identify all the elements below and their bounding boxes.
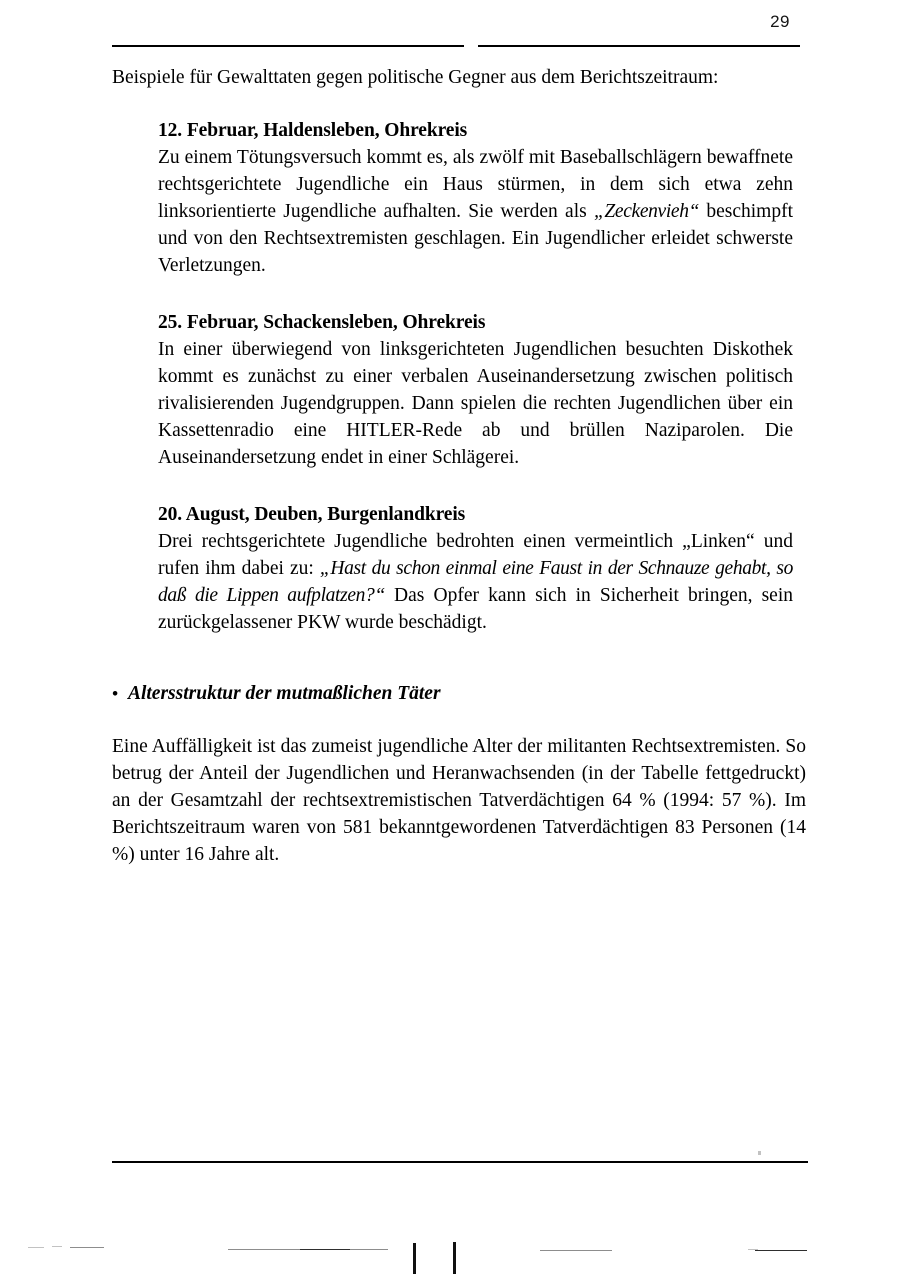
- scan-artifact: [755, 1250, 807, 1251]
- incident-quote: „Hast du schon einmal eine Faust in der Schnauze gehabt, so daß die Lippen aufplatzen?“: [158, 558, 793, 606]
- section-heading-label: Altersstruktur der mutmaßlichen Täter: [127, 683, 441, 704]
- incident-text-before-quote: Drei rechtsgerichtete Jugendliche bedrohten einen vermeintlich „Linken“ und rufen ihm dabei zu:: [158, 531, 793, 579]
- incident-entry: [158, 309, 793, 471]
- scan-artifact: [748, 1249, 758, 1250]
- incident-entry: [158, 117, 793, 279]
- incident-quote: „Zeckenvieh“: [593, 201, 700, 222]
- incident-list: [112, 117, 806, 636]
- incident-text-after-quote: beschimpft und von den Rechtsextremisten geschlagen. Ein Jugendlicher erleidet schwerste Verletzungen.: [158, 201, 793, 276]
- scan-artifact: [300, 1249, 350, 1250]
- scan-artifact: [758, 1151, 761, 1155]
- scan-artifact-tick: [413, 1243, 416, 1274]
- scan-artifact: [52, 1246, 62, 1247]
- header-rule: [112, 45, 800, 47]
- scan-artifact-tick: [453, 1242, 456, 1274]
- scan-artifact: [28, 1247, 44, 1248]
- page-number: 29: [770, 12, 790, 31]
- incident-heading: 20. August, Deuben, Burgenlandkreis: [158, 504, 466, 525]
- incident-heading: 25. Februar, Schackensleben, Ohrekreis: [158, 312, 486, 333]
- incident-text-before-quote: Zu einem Tötungsversuch kommt es, als zwölf mit Baseballschlägern bewaffnete rechtsgerichtete Jugendliche ein Haus stürmen, in dem sich etwa zehn linksorientierte Jugendliche aufhalten. Sie werden als: [158, 147, 793, 222]
- incident-heading: 12. Februar, Haldensleben, Ohrekreis: [158, 120, 468, 141]
- incident-entry: [158, 501, 793, 636]
- incident-text-after-quote: Das Opfer kann sich in Sicherheit bringen, sein zurückgelassener PKW wurde beschädigt.: [158, 585, 793, 633]
- incident-text-before-quote: In einer überwiegend von linksgerichteten Jugendlichen besuchten Diskothek kommt es zunächst zu einer verbalen Auseinandersetzung zwischen politisch rivalisierenden Jugendgruppen. Dann spielen die rechten Jugendlichen über ein Kassettenradio eine HITLER-Rede ab und brüllen Naziparolen. Die Auseinandersetzung endet in einer Schlägerei.: [158, 339, 793, 468]
- section-heading: [112, 680, 806, 707]
- bullet-icon: •: [112, 684, 118, 703]
- incident-text: [158, 336, 793, 471]
- incident-text: [158, 144, 793, 279]
- intro-paragraph: Beispiele für Gewalttaten gegen politische Gegner aus dem Berichtszeitraum:: [112, 67, 719, 88]
- scan-artifact: [540, 1250, 612, 1251]
- footer-rule: [112, 1161, 808, 1163]
- incident-text: [158, 528, 793, 636]
- page-body: [112, 64, 806, 868]
- scan-artifact: [70, 1247, 104, 1248]
- closing-paragraph: Eine Auffälligkeit ist das zumeist jugendliche Alter der militanten Rechtsextremisten. So betrug der Anteil der Jugendlichen und Heranwachsenden (in der Tabelle fettgedruckt) an der Gesamtzahl der rechtsextremistischen Tatverdächtigen 64 % (1994: 57 %). Im Berichtszeitraum waren von 581 bekanntgewordenen Tatverdächtigen 83 Personen (14 %) unter 16 Jahre alt.: [112, 736, 806, 865]
